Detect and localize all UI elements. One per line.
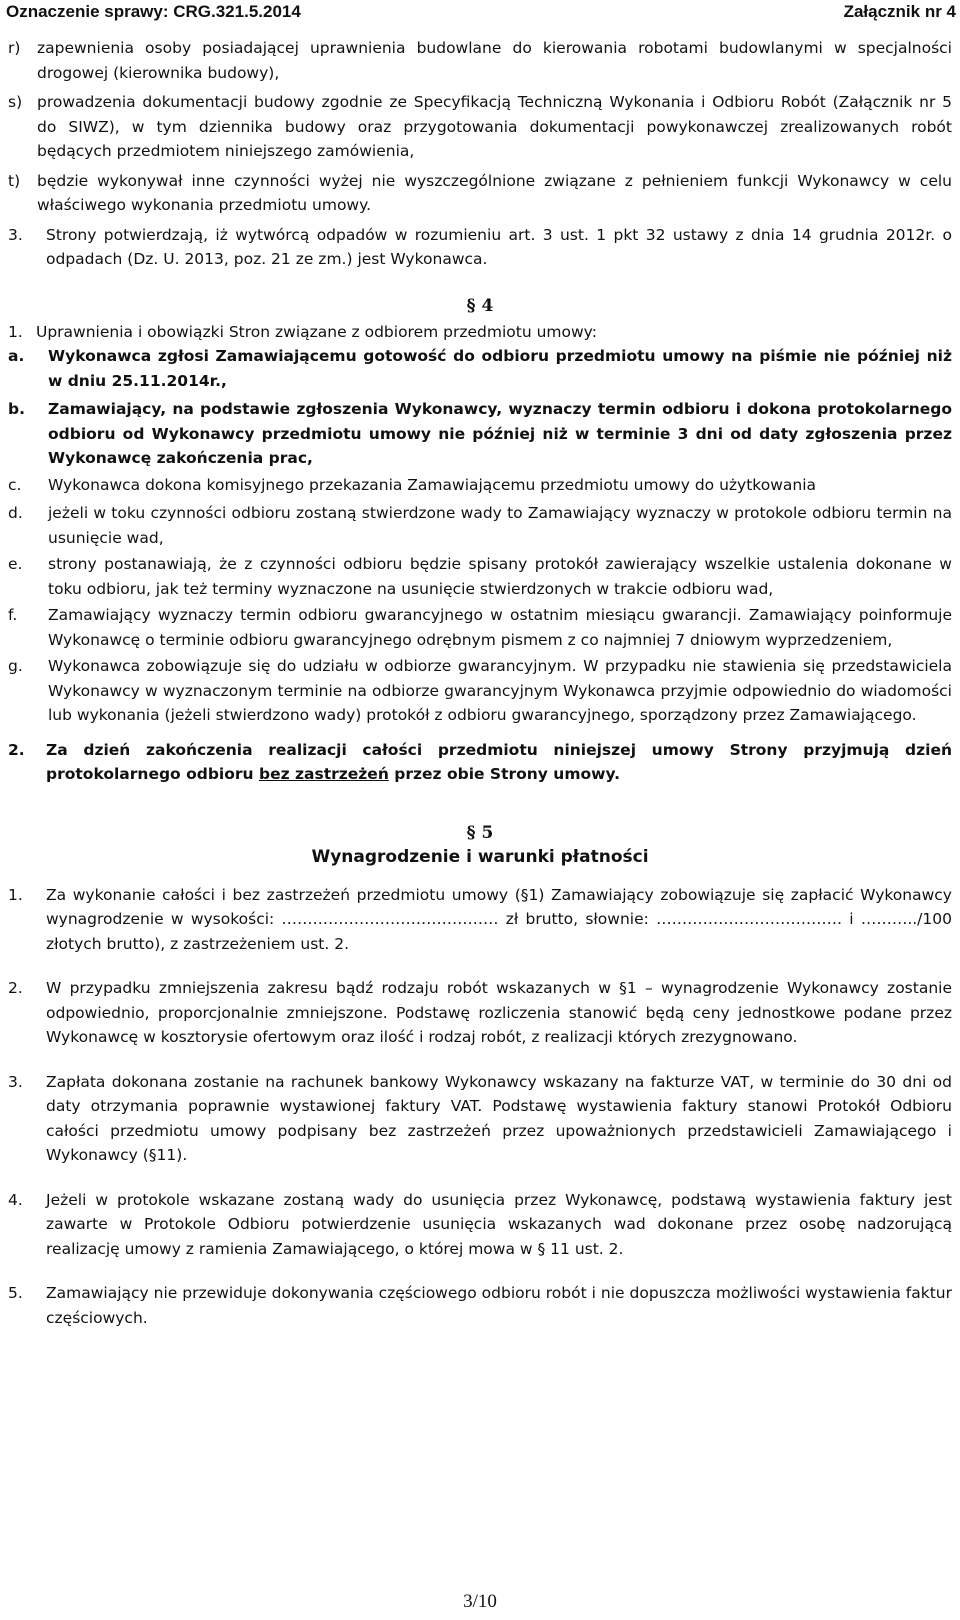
item-text: będzie wykonywał inne czynności wyżej nie wyszczególnione związane z pełnieniem funkcji Wykonawcy w celu właściwego wykonania przedmiotu umowy. bbox=[37, 171, 952, 214]
item-label: a. bbox=[8, 347, 25, 365]
item-label: b. bbox=[8, 400, 25, 418]
page-number: 3/10 bbox=[463, 1591, 497, 1612]
item-label: f. bbox=[8, 606, 18, 624]
item-label: 2. bbox=[8, 979, 23, 997]
item-label: 4. bbox=[8, 1190, 23, 1209]
item-label: 3. bbox=[8, 1072, 23, 1091]
item-label: r) bbox=[8, 39, 21, 57]
document-header bbox=[0, 0, 960, 24]
item-label: e. bbox=[8, 555, 23, 573]
section-5-point-5 bbox=[8, 1281, 952, 1330]
section-5-point-3 bbox=[8, 1070, 952, 1168]
item-label: c. bbox=[8, 475, 22, 494]
section-4-title: § 4 bbox=[466, 295, 494, 316]
item-text: Wykonawca dokona komisyjnego przekazania Zamawiającemu przedmiotu umowy do użytkowania bbox=[48, 475, 817, 494]
section-5-point-2 bbox=[8, 976, 952, 1050]
item-text: Uprawnienia i obowiązki Stron związane z odbiorem przedmiotu umowy: bbox=[36, 322, 597, 341]
section-4-sub-g bbox=[8, 654, 952, 728]
item-label: 1. bbox=[8, 322, 23, 341]
section-4-sub-d bbox=[8, 501, 952, 550]
item-text: Zamawiający wyznaczy termin odbioru gwarancyjnego w ostatnim miesiącu gwarancji. Zamawiający poinformuje Wykonawcę o terminie odbioru gwarancyjnego odrębnym pismem z co najmniej 7 dniowym wyprzedzeniem, bbox=[48, 606, 952, 649]
item-text: strony postanawiają, że z czynności odbioru będzie spisany protokół zawierający wszelkie ustalenia dokonane w toku odbioru, jak też terminy wyznaczone na usunięcie stwierdzonych w trakcie odbioru wad, bbox=[48, 555, 952, 598]
section-4-sub-c bbox=[8, 473, 952, 498]
item-label: 2. bbox=[8, 740, 25, 759]
item-text: Zamawiający, na podstawie zgłoszenia Wykonawcy, wyznaczy termin odbioru i dokona protokolarnego odbioru od Wykonawcy przedmiotu umowy nie później niż w terminie 3 dni od daty zgłoszenia przez Wykonawcę zakończenia prac, bbox=[48, 400, 952, 467]
point-3 bbox=[8, 223, 952, 272]
item-text: Strony potwierdzają, iż wytwórcą odpadów w rozumieniu art. 3 ust. 1 pkt 32 ustawy z dnia 14 grudnia 2012r. o odpadach (Dz. U. 2013, poz. 21 ze zm.) jest Wykonawca. bbox=[46, 225, 952, 268]
section-5-title: § 5 bbox=[466, 822, 494, 843]
item-label: 1. bbox=[8, 885, 23, 904]
section-4-point-1 bbox=[8, 320, 952, 345]
section-4-point-2 bbox=[8, 738, 952, 787]
item-text: Wykonawca zobowiązuje się do udziału w odbiorze gwarancyjnym. W przypadku nie stawienia się przedstawiciela Wykonawcy w wyznaczonym terminie na odbiorze gwarancyjnym Wykonawca przyjmie odpowiednio do wiadomości lub wykonania (jeżeli stwierdzono wady) protokół z odbioru gwarancyjnego, sporządzony przez Zamawiającego. bbox=[48, 657, 952, 724]
section-4-sub-b bbox=[8, 397, 952, 471]
list-item-s bbox=[8, 90, 952, 164]
item-text: Jeżeli w protokole wskazane zostaną wady do usunięcia przez Wykonawcę, podstawą wystawienia faktury jest zawarte w Protokole Odbioru potwierdzenie usunięcia wskazanych wad dokonane przez osobę nadzorującą realizację umowy z ramienia Zamawiającego, o której mowa w § 11 ust. 2. bbox=[46, 1190, 952, 1258]
item-label: 3. bbox=[8, 225, 23, 244]
item-label: g. bbox=[8, 657, 23, 675]
item-text: zapewnienia osoby posiadającej uprawnienia budowlane do kierowania robotami budowlanymi w specjalności drogowej (kierownika budowy), bbox=[37, 39, 952, 82]
section-5-point-1 bbox=[8, 883, 952, 957]
item-label: d. bbox=[8, 504, 23, 522]
section-4-sub-f bbox=[8, 603, 952, 652]
attachment-label: Załącznik nr 4 bbox=[843, 2, 956, 21]
document-body bbox=[8, 36, 952, 1330]
item-label: t) bbox=[8, 171, 21, 190]
item-text: jeżeli w toku czynności odbioru zostaną stwierdzone wady to Zamawiający wyznaczy w protokole odbioru termin na usunięcie wad, bbox=[48, 504, 952, 547]
item-text: Za wykonanie całości i bez zastrzeżeń przedmiotu umowy (§1) Zamawiający zobowiązuje się zapłacić Wykonawcy wynagrodzenie w wysokości: …………………………………… zł brutto, słownie: ……………………………… i ………../100 złotych brutto), z zastrzeżeniem ust. 2. bbox=[46, 885, 952, 953]
list-item-t bbox=[8, 169, 952, 218]
section-5-subtitle: Wynagrodzenie i warunki płatności bbox=[311, 846, 649, 867]
case-reference: Oznaczenie sprawy: CRG.321.5.2014 bbox=[6, 2, 301, 21]
item-text: W przypadku zmniejszenia zakresu bądź rodzaju robót wskazanych w §1 – wynagrodzenie Wykonawcy zostanie odpowiednio, proporcjonalnie zmniejszone. Podstawę rozliczenia stanowić będą ceny jednostkowe podane przez Wykonawcę w kosztorysie ofertowym oraz ilość i rodzaj robót, z realizacji których zrezygnowano. bbox=[46, 979, 952, 1046]
item-label: 5. bbox=[8, 1284, 23, 1302]
section-4-sub-e bbox=[8, 552, 952, 601]
item-text: prowadzenia dokumentacji budowy zgodnie ze Specyfikacją Techniczną Wykonania i Odbioru Robót (Załącznik nr 5 do SIWZ), w tym dziennika budowy oraz przygotowania dokumentacji powykonawczej zrealizowanych robót będących przedmiotem niniejszego zamówienia, bbox=[37, 93, 952, 160]
item-text: Zamawiający nie przewiduje dokonywania częściowego odbioru robót i nie dopuszcza możliwości wystawienia faktur częściowych. bbox=[46, 1284, 952, 1327]
section-4-sub-a bbox=[8, 344, 952, 393]
list-item-r bbox=[8, 36, 952, 85]
underlined-phrase: bez zastrzeżeń bbox=[258, 765, 389, 783]
item-text: Za dzień zakończenia realizacji całości przedmiotu niniejszej umowy Strony przyjmują dzień protokolarnego odbioru bez zastrzeżeń przez obie Strony umowy. bbox=[46, 740, 952, 783]
item-text: Zapłata dokonana zostanie na rachunek bankowy Wykonawcy wskazany na fakturze VAT, w terminie do 30 dni od daty otrzymania poprawnie wystawionej faktury VAT. Podstawę wystawienia faktury stanowi Protokół Odbioru całości przedmiotu umowy podpisany bez zastrzeżeń przez upoważnionych przedstawicieli Zamawiającego i Wykonawcy (§11). bbox=[46, 1072, 952, 1164]
section-5-point-4 bbox=[8, 1188, 952, 1262]
item-label: s) bbox=[8, 93, 23, 111]
item-text: Wykonawca zgłosi Zamawiającemu gotowość do odbioru przedmiotu umowy na piśmie nie później niż w dniu 25.11.2014r., bbox=[48, 347, 952, 390]
